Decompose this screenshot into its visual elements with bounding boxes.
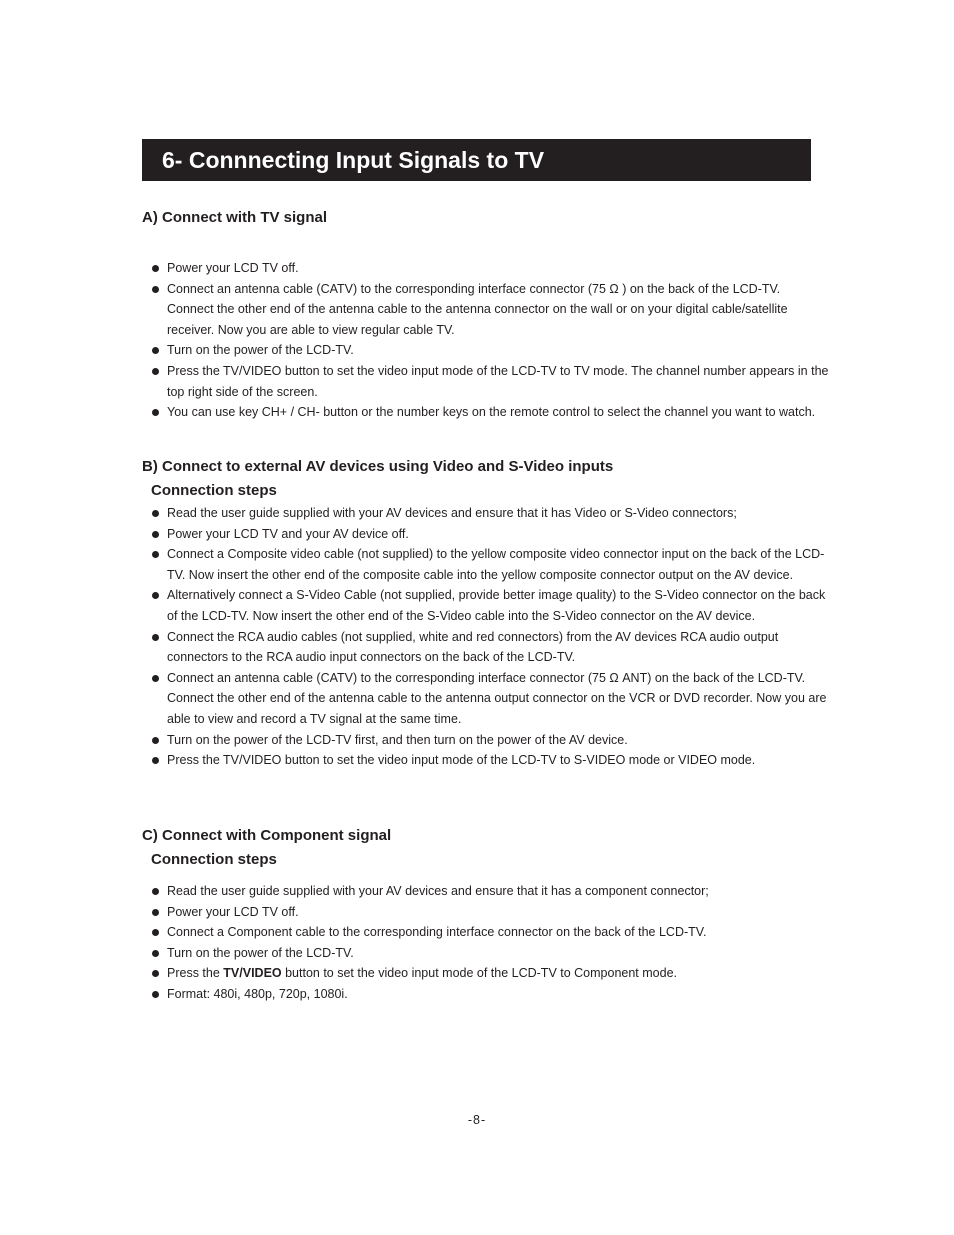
- list-item: [151, 402, 829, 423]
- bullet-icon: [152, 888, 159, 895]
- list-item: [151, 984, 829, 1005]
- bullet-icon: [152, 265, 159, 272]
- bullet-icon: [152, 634, 159, 641]
- page-title-bar: [142, 139, 811, 181]
- section-a-list: [151, 258, 829, 423]
- list-item-text: Read the user guide supplied with your AV devices and ensure that it has a component connector;: [167, 884, 709, 898]
- section-a-heading: A) Connect with TV signal: [142, 209, 328, 226]
- bullet-icon: [152, 737, 159, 744]
- list-item: [151, 524, 829, 545]
- section-b-subheading: Connection steps: [151, 482, 277, 499]
- list-item: [151, 881, 829, 902]
- list-item: [151, 963, 829, 984]
- list-item-text-bold: TV/VIDEO: [223, 966, 282, 981]
- list-item-text: Alternatively connect a S-Video Cable (not supplied, provide better image quality) to the S-Video connector on the back of the LCD-TV. Now insert the other end of the S-Video cable into the S-Video connector on the AV device.: [167, 588, 826, 623]
- list-item-text: Turn on the power of the LCD-TV first, and then turn on the power of the AV device.: [167, 732, 628, 747]
- section-c-heading: C) Connect with Component signal: [142, 827, 392, 844]
- list-item-text: Press the TV/VIDEO button to set the video input mode of the LCD-TV to S-VIDEO mode or VIDEO mode.: [167, 753, 756, 768]
- bullet-icon: [152, 675, 159, 682]
- list-item: [151, 902, 829, 923]
- list-item-text: Power your LCD TV off.: [167, 904, 299, 919]
- bullet-icon: [152, 510, 159, 517]
- list-item: [151, 730, 829, 751]
- bullet-icon: [152, 347, 159, 354]
- list-item-text: Format: 480i, 480p, 720p, 1080i.: [167, 986, 348, 1001]
- list-item: [151, 258, 829, 279]
- bullet-icon: [152, 929, 159, 936]
- list-item-text: Turn on the power of the LCD-TV.: [167, 945, 354, 960]
- list-item-text-suffix: button to set the video input mode of the LCD-TV to Component mode.: [281, 966, 677, 981]
- list-item-text: Turn on the power of the LCD-TV.: [167, 343, 354, 358]
- bullet-icon: [152, 551, 159, 558]
- list-item: [151, 627, 829, 668]
- bullet-icon: [152, 991, 159, 998]
- list-item: [151, 943, 829, 964]
- section-c-list: [151, 881, 829, 1005]
- list-item-text-prefix: Press the: [167, 966, 224, 981]
- bullet-icon: [152, 757, 159, 764]
- list-item-text: Power your LCD TV off.: [167, 261, 299, 275]
- section-b-list: [151, 503, 829, 771]
- bullet-icon: [152, 286, 159, 293]
- bullet-icon: [152, 592, 159, 599]
- list-item-text: Connect an antenna cable (CATV) to the corresponding interface connector (75 Ω ANT) on the back of the LCD-TV. Connect the other end of the antenna cable to the antenna output connector on the VCR or DVD recorder. Now you are able to view and record a TV signal at the same time.: [167, 670, 827, 726]
- bullet-icon: [152, 409, 159, 416]
- list-item-text: Connect an antenna cable (CATV) to the corresponding interface connector (75 Ω ) on the back of the LCD-TV. Connect the other end of the antenna cable to the antenna connector on the wall or on your digital cable/satellite receiver. Now you are able to view regular cable TV.: [167, 281, 788, 337]
- page-title: 6- Connnecting Input Signals to TV: [162, 147, 545, 173]
- list-item: [151, 544, 829, 585]
- bullet-icon: [152, 950, 159, 957]
- list-item: [151, 503, 829, 524]
- list-item-text: Read the user guide supplied with your AV devices and ensure that it has Video or S-Video connectors;: [167, 506, 737, 520]
- bullet-icon: [152, 531, 159, 538]
- list-item: [151, 279, 829, 341]
- list-item-text: Connect a Component cable to the corresponding interface connector on the back of the LCD-TV.: [167, 925, 707, 940]
- section-c-subheading: Connection steps: [151, 851, 277, 868]
- list-item: [151, 585, 829, 626]
- bullet-icon: [152, 909, 159, 916]
- list-item: [151, 922, 829, 943]
- list-item-text: Press the TV/VIDEO button to set the video input mode of the LCD-TV to TV mode. The channel number appears in the top right side of the screen.: [167, 363, 829, 399]
- list-item-text: Connect the RCA audio cables (not supplied, white and red connectors) from the AV devices RCA audio output connectors to the RCA audio input connectors on the back of the LCD-TV.: [167, 629, 779, 665]
- list-item-text: Power your LCD TV and your AV device off.: [167, 526, 409, 541]
- list-item: [151, 340, 829, 361]
- page-number: -8-: [467, 1113, 487, 1127]
- section-b-heading: B) Connect to external AV devices using Video and S-Video inputs: [142, 458, 614, 475]
- list-item-text: Connect a Composite video cable (not supplied) to the yellow composite video connector input on the back of the LCD-TV. Now insert the other end of the composite cable into the yellow composite connector output on the AV device.: [167, 547, 825, 582]
- list-item: [151, 750, 829, 771]
- list-item-text: You can use key CH+ / CH- button or the number keys on the remote control to select the channel you want to watch.: [167, 405, 816, 420]
- list-item: [151, 668, 829, 730]
- list-item: [151, 361, 829, 402]
- bullet-icon: [152, 970, 159, 977]
- bullet-icon: [152, 368, 159, 375]
